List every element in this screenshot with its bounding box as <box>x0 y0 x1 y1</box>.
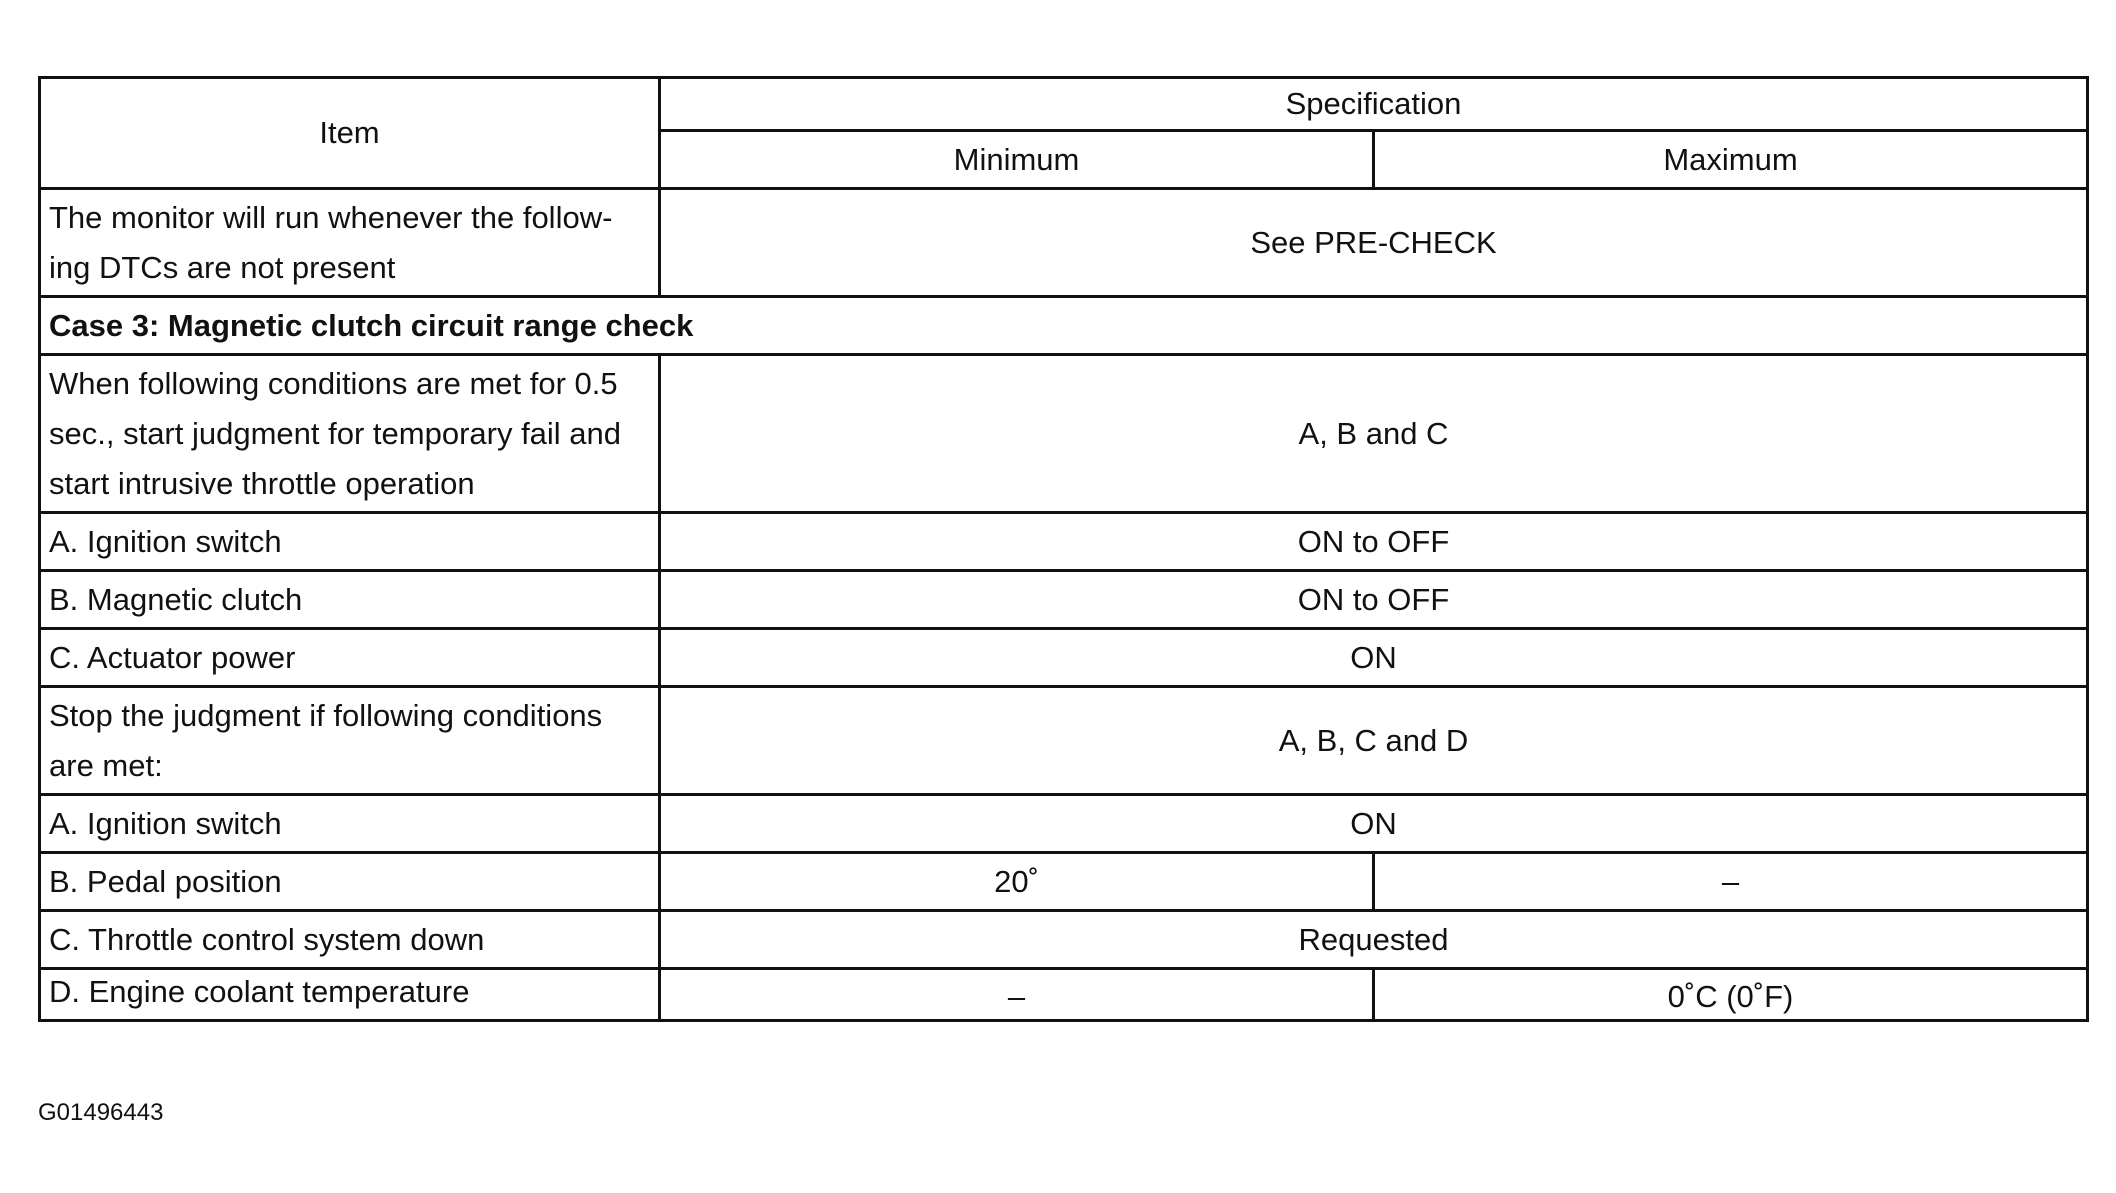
table-row <box>40 571 2088 629</box>
table-row <box>40 629 2088 687</box>
row-item: A. Ignition switch <box>40 795 660 853</box>
row-item-line: sec., start judgment for temporary fail and <box>49 415 622 451</box>
row-item-line: The monitor will run whenever the follow- <box>49 199 613 235</box>
row-item-line: Stop the judgment if following conditions <box>49 697 603 733</box>
figure-code: G01496443 <box>38 1099 164 1126</box>
row-spec: ON to OFF <box>660 571 2088 629</box>
row-max: – <box>1374 853 2088 911</box>
table-row <box>40 911 2088 969</box>
row-spec: ON to OFF <box>660 513 2088 571</box>
row-spec: Requested <box>660 911 2088 969</box>
header-item: Item <box>40 78 660 189</box>
table-row <box>40 853 2088 911</box>
row-item: B. Magnetic clutch <box>40 571 660 629</box>
row-item <box>40 355 660 513</box>
row-item-line: When following conditions are met for 0.5 <box>49 365 618 401</box>
table-row <box>40 969 2088 1021</box>
row-item <box>40 189 660 297</box>
header-specification: Specification <box>660 78 2088 131</box>
row-item <box>40 687 660 795</box>
row-item: B. Pedal position <box>40 853 660 911</box>
row-min: – <box>660 969 1374 1021</box>
row-item: D. Engine coolant temperature <box>40 969 660 1021</box>
specification-table <box>38 76 2089 1022</box>
section-row <box>40 297 2088 355</box>
row-item-line: are met: <box>49 747 163 783</box>
row-item-line: start intrusive throttle operation <box>49 465 475 501</box>
row-spec: A, B, C and D <box>660 687 2088 795</box>
header-maximum: Maximum <box>1374 131 2088 189</box>
table-row <box>40 513 2088 571</box>
table-row <box>40 189 2088 297</box>
table-row <box>40 687 2088 795</box>
table-row <box>40 795 2088 853</box>
section-heading: Case 3: Magnetic clutch circuit range check <box>40 297 2088 355</box>
table-row <box>40 355 2088 513</box>
row-min: 20˚ <box>660 853 1374 911</box>
row-item: C. Throttle control system down <box>40 911 660 969</box>
row-spec: ON <box>660 795 2088 853</box>
row-item: A. Ignition switch <box>40 513 660 571</box>
row-max: 0˚C (0˚F) <box>1374 969 2088 1021</box>
row-item: C. Actuator power <box>40 629 660 687</box>
row-spec: A, B and C <box>660 355 2088 513</box>
row-spec: See PRE-CHECK <box>660 189 2088 297</box>
row-spec: ON <box>660 629 2088 687</box>
row-item-line: ing DTCs are not present <box>49 249 396 285</box>
header-minimum: Minimum <box>660 131 1374 189</box>
header-row <box>40 78 2088 131</box>
